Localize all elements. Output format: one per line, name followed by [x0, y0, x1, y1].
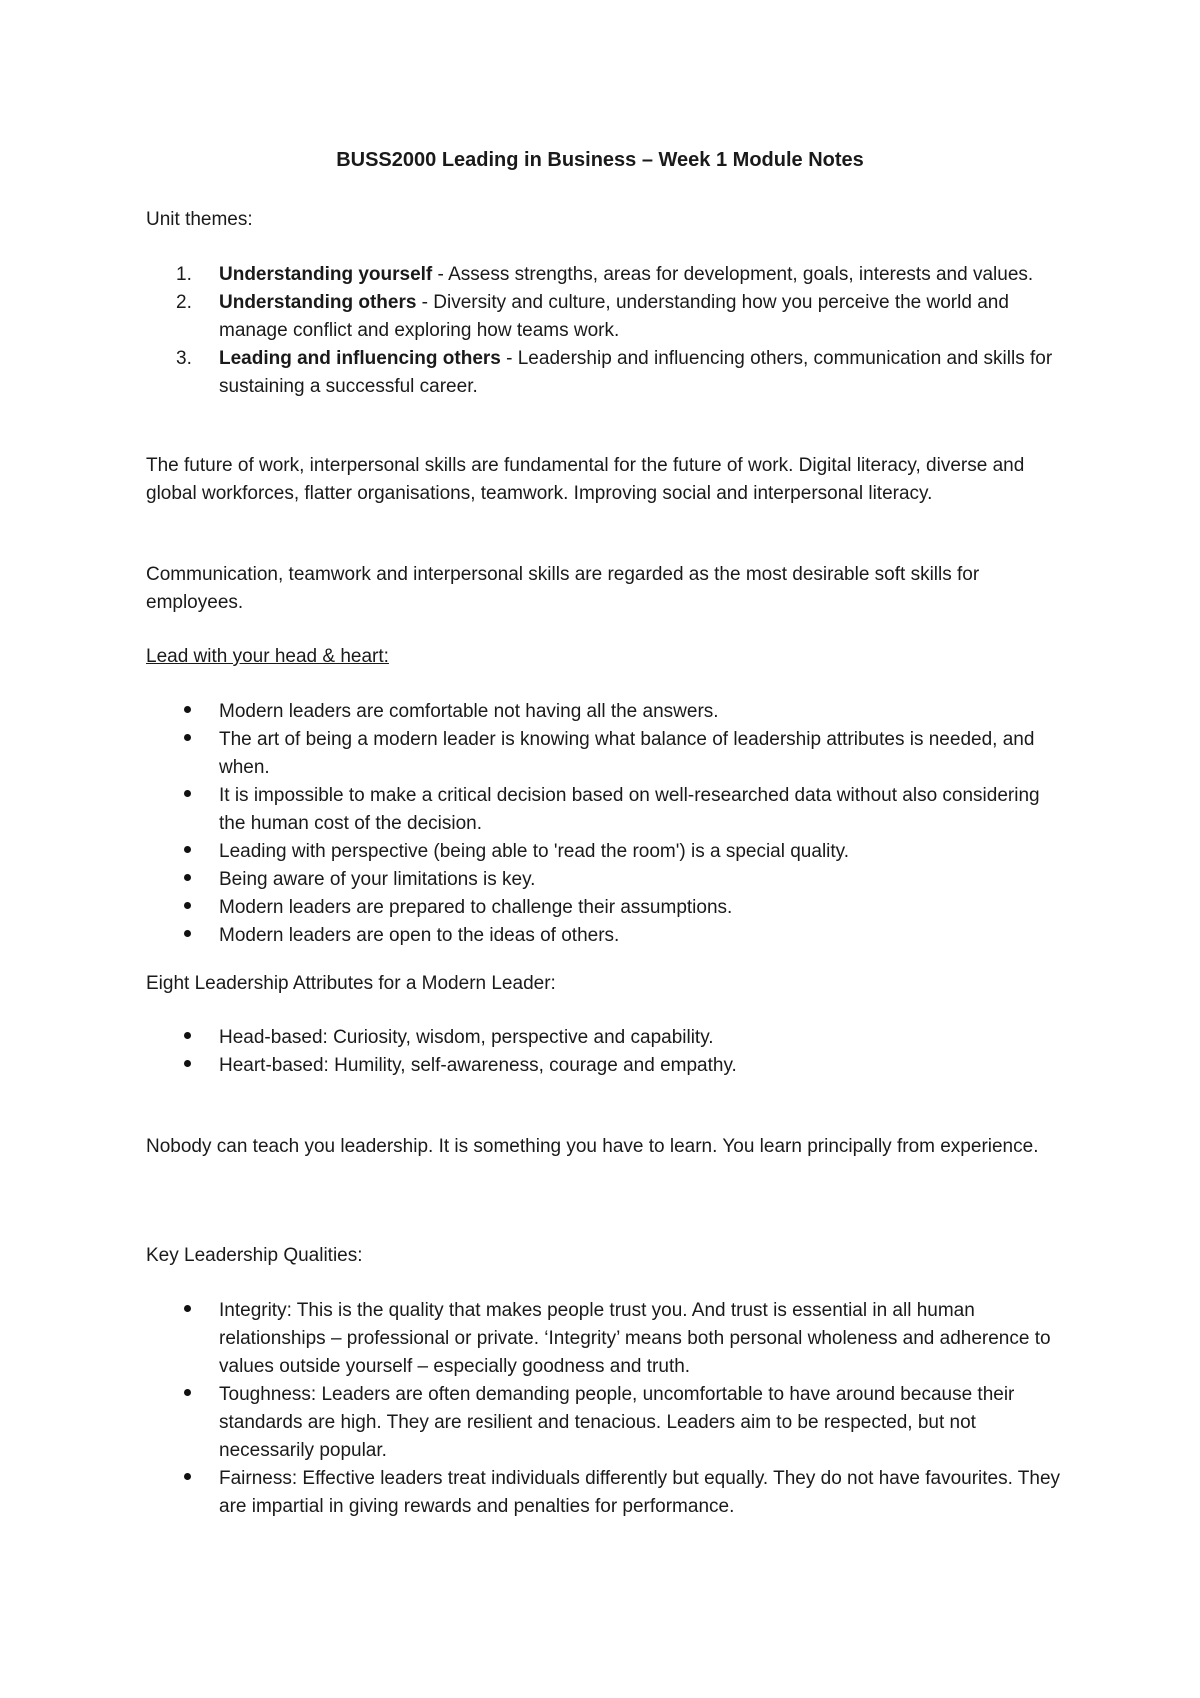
list-item — [146, 894, 1066, 922]
paragraph-communication: Communication, teamwork and interpersonal skills are regarded as the most desirable soft skills for employees. — [146, 564, 980, 613]
theme-description: - Diversity and culture, understanding how you perceive the world and manage conflict and exploring how teams work. — [219, 292, 1009, 341]
bullet-icon — [184, 930, 191, 937]
theme-description: - Assess strengths, areas for development, goals, interests and values. — [432, 264, 1034, 285]
list-number: 2. — [176, 292, 192, 313]
list-item-text: Fairness: Effective leaders treat individuals differently but equally. They do not have favourites. They are impartial in giving rewards and penalties for performance. — [219, 1468, 1061, 1517]
qualities-list — [146, 1297, 1066, 1521]
list-item-text: Modern leaders are open to the ideas of others. — [219, 925, 620, 946]
list-item — [146, 838, 1066, 866]
list-item — [146, 866, 1066, 894]
list-number: 1. — [176, 264, 192, 285]
bullet-icon — [184, 790, 191, 797]
bullet-icon — [184, 1060, 191, 1067]
list-item-text: Being aware of your limitations is key. — [219, 869, 536, 890]
theme-title: Leading and influencing others — [219, 348, 501, 369]
list-item-text: Head-based: Curiosity, wisdom, perspective and capability. — [219, 1027, 714, 1048]
list-item — [146, 1024, 1066, 1052]
list-item — [146, 698, 1066, 726]
bullet-icon — [184, 706, 191, 713]
attributes-list — [146, 1024, 1066, 1080]
head-heart-heading: Lead with your head & heart: — [146, 646, 389, 667]
list-item-text: Toughness: Leaders are often demanding people, uncomfortable to have around because their standards are high. They are resilient and tenacious. Leaders aim to be respected, but not necessarily popular. — [219, 1384, 1015, 1461]
bullet-icon — [184, 874, 191, 881]
list-item-text: Heart-based: Humility, self-awareness, courage and empathy. — [219, 1055, 737, 1076]
bullet-icon — [184, 846, 191, 853]
bullet-icon — [184, 1305, 191, 1312]
list-number: 3. — [176, 348, 192, 369]
list-item-text: It is impossible to make a critical decision based on well-researched data without also considering the human cost of the decision. — [219, 785, 1040, 834]
list-item — [146, 261, 1066, 289]
bullet-icon — [184, 902, 191, 909]
list-item-text: Leading with perspective (being able to 'read the room') is a special quality. — [219, 841, 850, 862]
theme-description: - Leadership and influencing others, communication and skills for sustaining a successful career. — [219, 348, 1053, 397]
theme-title: Understanding others — [219, 292, 417, 313]
bullet-icon — [184, 1032, 191, 1039]
head-heart-list — [146, 698, 1066, 950]
bullet-icon — [184, 1389, 191, 1396]
list-item — [146, 345, 1066, 401]
list-item — [146, 1297, 1066, 1381]
unit-themes-list — [146, 261, 1066, 401]
list-item — [146, 726, 1066, 782]
paragraph-future-of-work: The future of work, interpersonal skills are fundamental for the future of work. Digital literacy, diverse and global workforces, flatter organisations, teamwork. Improving social and interpersonal literacy. — [146, 455, 1025, 504]
list-item — [146, 1381, 1066, 1465]
bullet-icon — [184, 734, 191, 741]
list-item — [146, 782, 1066, 838]
theme-title: Understanding yourself — [219, 264, 433, 285]
unit-themes-heading: Unit themes: — [146, 209, 253, 230]
attributes-heading: Eight Leadership Attributes for a Modern Leader: — [146, 973, 556, 994]
list-item — [146, 289, 1066, 345]
qualities-heading: Key Leadership Qualities: — [146, 1245, 363, 1266]
list-item-text: Integrity: This is the quality that makes people trust you. And trust is essential in all human relationships – professional or private. ‘Integrity’ means both personal wholeness and adherence to values outside yourself – especially goodness and truth. — [219, 1300, 1051, 1377]
list-item-text: The art of being a modern leader is knowing what balance of leadership attributes is needed, and when. — [219, 729, 1035, 778]
list-item — [146, 922, 1066, 950]
list-item — [146, 1052, 1066, 1080]
paragraph-nobody: Nobody can teach you leadership. It is something you have to learn. You learn principally from experience. — [146, 1136, 1039, 1157]
list-item-text: Modern leaders are comfortable not having all the answers. — [219, 701, 719, 722]
list-item-text: Modern leaders are prepared to challenge their assumptions. — [219, 897, 733, 918]
bullet-icon — [184, 1473, 191, 1480]
list-item — [146, 1465, 1066, 1521]
document-title: BUSS2000 Leading in Business – Week 1 Module Notes — [336, 149, 864, 171]
